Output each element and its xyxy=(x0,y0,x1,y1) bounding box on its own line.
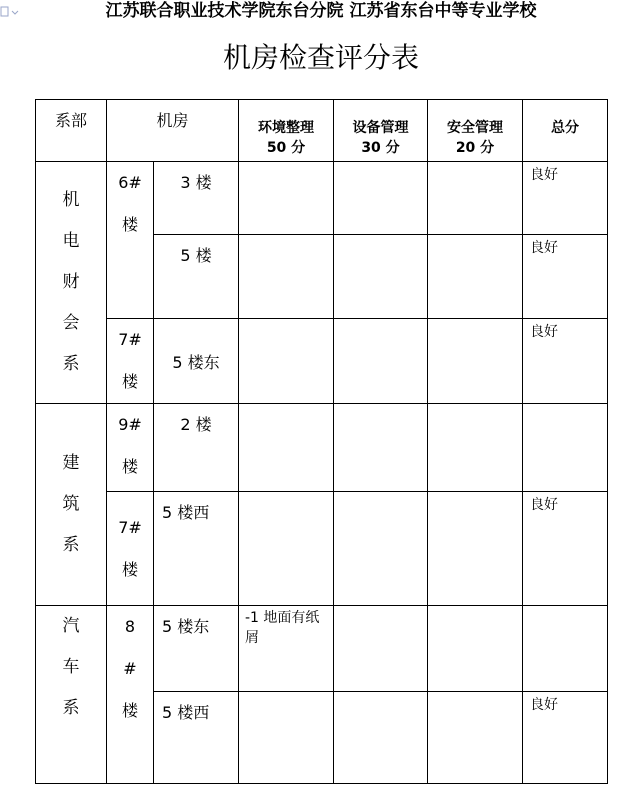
building-char: 楼 xyxy=(121,559,138,579)
dept-qiche xyxy=(36,606,107,784)
table-header-row xyxy=(36,100,608,162)
safety-cell xyxy=(428,235,523,319)
dept-char: 汽 xyxy=(62,616,80,636)
header-equip xyxy=(334,100,428,162)
total-cell: 良好 xyxy=(523,492,608,606)
dept-char: 建 xyxy=(62,453,80,473)
dept-char: 系 xyxy=(62,698,80,718)
table-row xyxy=(36,319,608,404)
header-safety-name: 安全管理 xyxy=(447,120,503,136)
dept-char: 车 xyxy=(62,657,80,677)
header-equip-score: 30 分 xyxy=(361,140,400,156)
building-char: 7# xyxy=(118,330,142,349)
building-char: 楼 xyxy=(121,701,138,720)
table-row xyxy=(36,404,608,492)
total-cell xyxy=(523,606,608,692)
safety-cell xyxy=(428,319,523,404)
building-char: 7# xyxy=(118,517,142,537)
dept-jidian xyxy=(36,162,107,404)
safety-cell xyxy=(428,492,523,606)
header-env-score: 50 分 xyxy=(266,140,306,156)
building-6 xyxy=(107,162,154,319)
dept-char: 电 xyxy=(62,231,80,251)
safety-cell xyxy=(428,692,523,784)
floor-cell: 5 楼西 xyxy=(154,692,239,784)
env-cell: -1 地面有纸屑 xyxy=(239,606,334,692)
dept-char: 系 xyxy=(62,354,80,374)
floor-cell: 5 楼西 xyxy=(154,492,239,606)
dept-jianzhu xyxy=(36,404,107,606)
env-cell xyxy=(239,492,334,606)
building-7b xyxy=(107,492,154,606)
total-cell: 良好 xyxy=(523,235,608,319)
equip-cell xyxy=(334,692,428,784)
env-cell xyxy=(239,235,334,319)
header-env-name: 环境整理 xyxy=(258,120,314,136)
equip-cell xyxy=(334,235,428,319)
dept-char: 机 xyxy=(62,190,80,210)
header-safety-score: 20 分 xyxy=(455,140,495,156)
total-cell: 良好 xyxy=(523,319,608,404)
safety-cell xyxy=(428,162,523,235)
equip-cell xyxy=(334,606,428,692)
dept-char: 财 xyxy=(62,272,80,292)
env-cell xyxy=(239,319,334,404)
building-char: 楼 xyxy=(121,215,138,234)
total-cell xyxy=(523,404,608,492)
floor-cell: 5 楼 xyxy=(154,235,239,319)
header-total: 总分 xyxy=(523,100,608,162)
env-cell xyxy=(239,162,334,235)
school-header: 江苏联合职业技术学院东台分院 江苏省东台中等专业学校 xyxy=(105,1,537,21)
building-8 xyxy=(107,606,154,784)
building-char: 8 xyxy=(124,617,136,636)
safety-cell xyxy=(428,606,523,692)
inspection-table xyxy=(35,99,608,784)
total-cell: 良好 xyxy=(523,692,608,784)
floor-cell: 2 楼 xyxy=(154,404,239,492)
equip-cell xyxy=(334,162,428,235)
equip-cell xyxy=(334,492,428,606)
building-char: 楼 xyxy=(121,372,138,391)
building-char: 9# xyxy=(118,415,142,434)
page-title: 机房检查评分表 xyxy=(222,41,419,74)
building-7 xyxy=(107,319,154,404)
table-row xyxy=(36,492,608,606)
table-row xyxy=(36,162,608,235)
equip-cell xyxy=(334,319,428,404)
equip-cell xyxy=(334,404,428,492)
table-row xyxy=(36,606,608,692)
safety-cell xyxy=(428,404,523,492)
building-char: 楼 xyxy=(121,457,138,476)
header-equip-name: 设备管理 xyxy=(352,120,409,136)
env-cell xyxy=(239,692,334,784)
building-char: # xyxy=(123,659,137,678)
building-9 xyxy=(107,404,154,492)
building-char: 6# xyxy=(118,173,142,192)
dept-char: 系 xyxy=(62,535,80,555)
total-cell: 良好 xyxy=(523,162,608,235)
dept-char: 会 xyxy=(62,313,80,333)
header-dept: 系部 xyxy=(36,100,107,162)
header-safety xyxy=(428,100,523,162)
dept-char: 筑 xyxy=(62,494,80,514)
floor-cell: 5 楼东 xyxy=(154,606,239,692)
env-cell xyxy=(239,404,334,492)
floor-cell: 5 楼东 xyxy=(154,319,239,404)
header-room: 机房 xyxy=(107,100,239,162)
header-env xyxy=(239,100,334,162)
floor-cell: 3 楼 xyxy=(154,162,239,235)
